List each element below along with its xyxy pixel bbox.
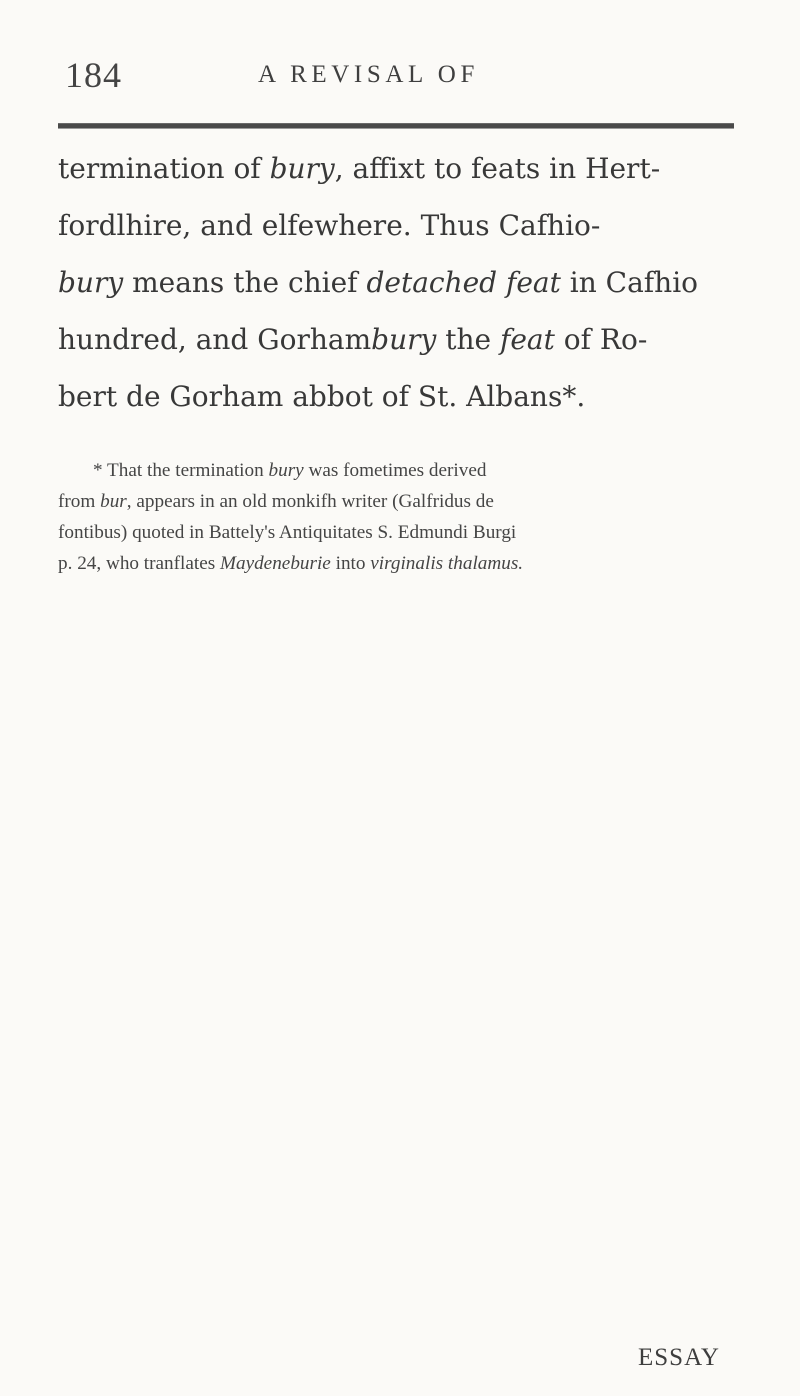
text-run: into (330, 553, 371, 574)
italic-run: bury (58, 266, 124, 299)
italic-run: bury (269, 152, 335, 185)
footnote-line (58, 486, 758, 517)
running-title: A REVISAL OF (258, 61, 479, 88)
text-run: was fometimes derived (303, 460, 487, 481)
italic-run: bury (371, 323, 437, 356)
text-line (58, 311, 748, 368)
catchword: ESSAY (638, 1344, 720, 1371)
italic-run: virginalis thalamus. (370, 553, 524, 574)
text-run: hundred, and Gorham (58, 323, 372, 356)
italic-run: feat (499, 323, 555, 356)
text-line: bert de Gorham abbot of St. Albans*. (58, 380, 586, 413)
italic-run: bur (100, 491, 127, 512)
page-header (65, 52, 735, 102)
page-number: 184 (65, 55, 122, 95)
footnote-line: fontibus) quoted in Battely's Antiquitates S. Edmundi Burgi (58, 522, 517, 543)
text-run: from (58, 491, 101, 512)
italic-run: detached feat (366, 266, 561, 299)
text-run: * That the termination (93, 460, 269, 481)
body-paragraph (58, 140, 748, 425)
text-run: termination of (58, 152, 270, 185)
text-run: means the chief (123, 266, 367, 299)
footnote-line (58, 548, 758, 579)
footnote-line (58, 455, 758, 486)
text-run: p. 24, who tranflates (58, 553, 220, 574)
italic-run: Maydeneburie (220, 553, 331, 574)
text-run: , affixt to feats in Hert- (334, 152, 661, 185)
text-line: fordlhire, and elfewhere. Thus Cafhio- (58, 209, 601, 242)
text-line (58, 140, 748, 197)
header-rule (58, 123, 734, 128)
italic-run: bury (268, 460, 304, 481)
text-run: , appears in an old monkifh writer (Galfridus de (126, 491, 494, 512)
footnote (58, 455, 758, 579)
text-line (58, 254, 748, 311)
text-run: the (436, 323, 500, 356)
text-run: in Cafhio (560, 266, 699, 299)
text-run: of Ro- (554, 323, 648, 356)
